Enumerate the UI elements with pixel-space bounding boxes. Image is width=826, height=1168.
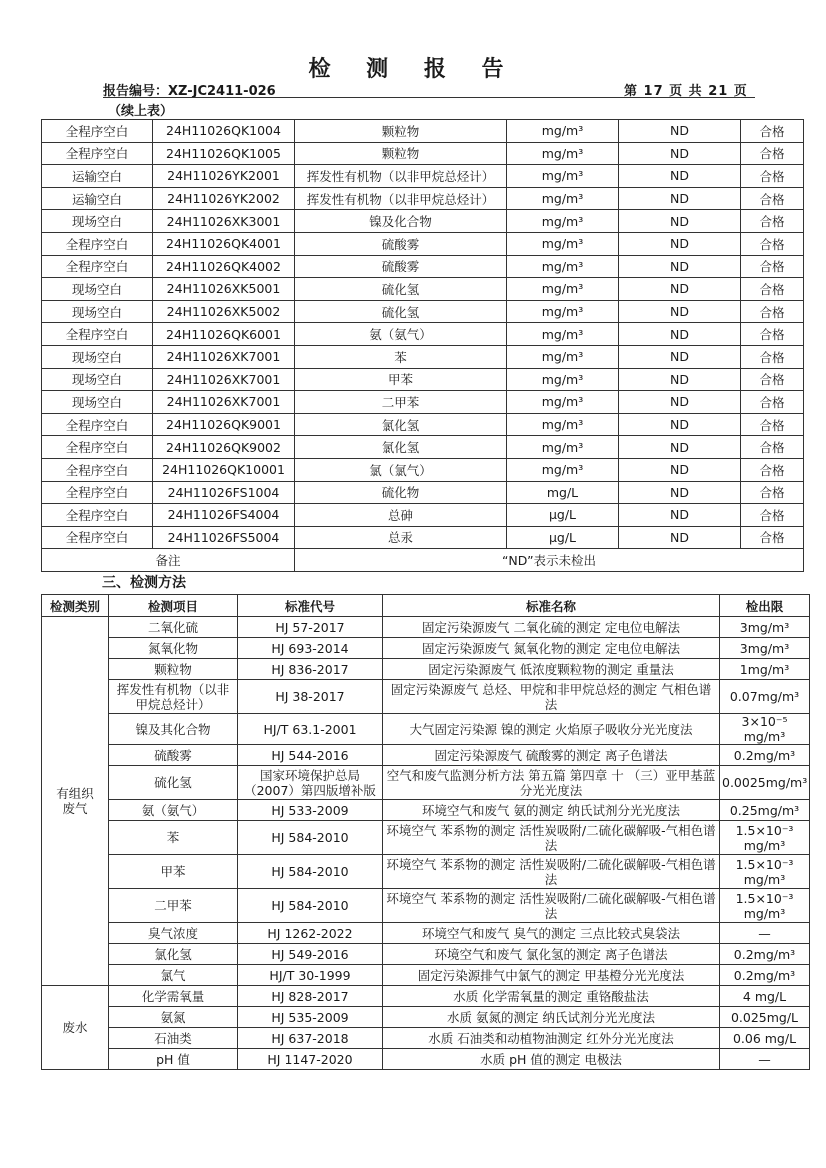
cell-item: 硫酸雾: [295, 232, 507, 255]
cell-name: 固定污染源废气 氮氧化物的测定 定电位电解法: [383, 638, 720, 659]
cell-item: 二甲苯: [295, 391, 507, 414]
table-row: [42, 1007, 810, 1028]
table-row: [42, 210, 804, 233]
cell-judge: 合格: [741, 323, 804, 346]
cell-name: 固定污染源废气 总烃、甲烷和非甲烷总烃的测定 气相色谱法: [383, 680, 720, 714]
cell-item: 臭气浓度: [109, 923, 238, 944]
cell-judge: 合格: [741, 368, 804, 391]
cell-code: HJ 584-2010: [238, 855, 383, 889]
report-title-main: 检 测 报 告: [308, 56, 518, 82]
cell-name: 固定污染源废气 低浓度颗粒物的测定 重量法: [383, 659, 720, 680]
table-row: [42, 766, 810, 800]
table-row: [42, 745, 810, 766]
cell-judge: 合格: [741, 345, 804, 368]
cell-type: 全程序空白: [42, 481, 153, 504]
table-row: [42, 504, 804, 527]
cell-unit: mg/m³: [507, 187, 619, 210]
table-row: [42, 278, 804, 301]
cell-result: ND: [619, 300, 741, 323]
cell-judge: 合格: [741, 232, 804, 255]
note-text: “ND”表示未检出: [295, 549, 804, 572]
cell-item: 硫酸雾: [295, 255, 507, 278]
cell-result: ND: [619, 458, 741, 481]
cell-code: HJ 1262-2022: [238, 923, 383, 944]
table-row: [42, 526, 804, 549]
cell-item: 化学需氧量: [109, 986, 238, 1007]
cell-item: 石油类: [109, 1028, 238, 1049]
cell-name: 固定污染源排气中氯气的测定 甲基橙分光光度法: [383, 965, 720, 986]
table-row: [42, 323, 804, 346]
cell-code: HJ 584-2010: [238, 821, 383, 855]
cell-unit: mg/m³: [507, 300, 619, 323]
cell-type: 现场空白: [42, 391, 153, 414]
cell-type: 现场空白: [42, 300, 153, 323]
table-row: [42, 1028, 810, 1049]
cell-type: 全程序空白: [42, 526, 153, 549]
cell-code: 24H11026FS5004: [153, 526, 295, 549]
category-water: 废水: [42, 986, 109, 1070]
table-row: [42, 368, 804, 391]
cell-limit: 0.25mg/m³: [720, 800, 810, 821]
cell-code: 24H11026FS1004: [153, 481, 295, 504]
cell-result: ND: [619, 413, 741, 436]
cell-code: HJ/T 63.1-2001: [238, 714, 383, 745]
cell-item: 挥发性有机物（以非甲烷总烃计）: [109, 680, 238, 714]
cell-item: 镍及化合物: [295, 210, 507, 233]
note-label: 备注: [42, 549, 295, 572]
cell-unit: mg/m³: [507, 120, 619, 143]
note-row: [42, 549, 804, 572]
cell-unit: mg/m³: [507, 413, 619, 436]
table-row: [42, 345, 804, 368]
cell-item: 颗粒物: [109, 659, 238, 680]
cell-result: ND: [619, 278, 741, 301]
cell-item: 苯: [295, 345, 507, 368]
section-title: 三、检测方法: [102, 575, 186, 591]
cell-code: 24H11026YK2002: [153, 187, 295, 210]
cell-type: 全程序空白: [42, 413, 153, 436]
cell-judge: 合格: [741, 255, 804, 278]
cell-code: 国家环境保护总局（2007）第四版增补版: [238, 766, 383, 800]
header-code: 标准代号: [238, 595, 383, 617]
cell-item: 硫化氢: [295, 300, 507, 323]
cell-type: 全程序空白: [42, 504, 153, 527]
cell-name: 大气固定污染源 镍的测定 火焰原子吸收分光光度法: [383, 714, 720, 745]
cell-type: 全程序空白: [42, 120, 153, 143]
header-name: 标准名称: [383, 595, 720, 617]
cell-name: 环境空气和废气 氨的测定 纳氏试剂分光光度法: [383, 800, 720, 821]
cell-code: HJ 38-2017: [238, 680, 383, 714]
cell-code: HJ 57-2017: [238, 617, 383, 638]
cell-item: 挥发性有机物（以非甲烷总烃计）: [295, 165, 507, 188]
cell-judge: 合格: [741, 413, 804, 436]
cell-result: ND: [619, 323, 741, 346]
table-row: [42, 391, 804, 414]
cell-name: 水质 氨氮的测定 纳氏试剂分光光度法: [383, 1007, 720, 1028]
cell-item: 总汞: [295, 526, 507, 549]
cell-limit: 3mg/m³: [720, 638, 810, 659]
cell-item: pH 值: [109, 1049, 238, 1070]
cell-item: 甲苯: [295, 368, 507, 391]
cell-code: HJ 535-2009: [238, 1007, 383, 1028]
report-number: 报告编号：XZ-JC2411-026: [103, 84, 276, 99]
cell-limit: 4 mg/L: [720, 986, 810, 1007]
cell-type: 现场空白: [42, 368, 153, 391]
table-row: [42, 800, 810, 821]
table-row: [42, 481, 804, 504]
table-row: [42, 458, 804, 481]
cell-item: 挥发性有机物（以非甲烷总烃计）: [295, 187, 507, 210]
cell-result: ND: [619, 210, 741, 233]
cell-code: 24H11026QK4001: [153, 232, 295, 255]
cell-item: 氯化氢: [109, 944, 238, 965]
cell-judge: 合格: [741, 120, 804, 143]
table-row: [42, 659, 810, 680]
cell-item: 总砷: [295, 504, 507, 527]
cell-judge: 合格: [741, 300, 804, 323]
table-row: [42, 965, 810, 986]
cell-item: 镍及其化合物: [109, 714, 238, 745]
table-row: [42, 255, 804, 278]
cell-code: 24H11026QK9001: [153, 413, 295, 436]
cell-code: HJ/T 30-1999: [238, 965, 383, 986]
cell-name: 环境空气和废气 臭气的测定 三点比较式臭袋法: [383, 923, 720, 944]
methods-table: [41, 594, 810, 1070]
cell-judge: 合格: [741, 526, 804, 549]
cell-name: 空气和废气监测分析方法 第五篇 第四章 十 （三）亚甲基蓝分光光度法: [383, 766, 720, 800]
cell-item: 氯（氯气）: [295, 458, 507, 481]
cell-name: 固定污染源废气 硫酸雾的测定 离子色谱法: [383, 745, 720, 766]
cell-limit: 3×10⁻⁵ mg/m³: [720, 714, 810, 745]
cell-result: ND: [619, 165, 741, 188]
table-row: [42, 680, 810, 714]
cell-judge: 合格: [741, 165, 804, 188]
header-limit: 检出限: [720, 595, 810, 617]
cell-limit: —: [720, 923, 810, 944]
cell-unit: μg/L: [507, 504, 619, 527]
cell-item: 硫化氢: [109, 766, 238, 800]
cell-code: 24H11026QK1004: [153, 120, 295, 143]
table-row: [42, 714, 810, 745]
table-row: [42, 436, 804, 459]
table-row: [42, 944, 810, 965]
cell-type: 全程序空白: [42, 436, 153, 459]
cell-code: HJ 549-2016: [238, 944, 383, 965]
table-row: [42, 142, 804, 165]
cell-result: ND: [619, 368, 741, 391]
cell-unit: mg/m³: [507, 165, 619, 188]
table-row: [42, 1049, 810, 1070]
cell-item: 颗粒物: [295, 120, 507, 143]
cell-code: 24H11026XK5002: [153, 300, 295, 323]
cell-result: ND: [619, 142, 741, 165]
cell-judge: 合格: [741, 481, 804, 504]
cell-item: 硫酸雾: [109, 745, 238, 766]
cell-item: 二甲苯: [109, 889, 238, 923]
table-row: [42, 232, 804, 255]
cell-judge: 合格: [741, 504, 804, 527]
header-item: 检测项目: [109, 595, 238, 617]
cell-item: 氯化氢: [295, 413, 507, 436]
cell-item: 氨（氨气）: [109, 800, 238, 821]
blank-samples-table: [41, 119, 804, 572]
cell-type: 全程序空白: [42, 232, 153, 255]
cell-result: ND: [619, 345, 741, 368]
table-row: [42, 165, 804, 188]
cell-code: 24H11026XK7001: [153, 391, 295, 414]
cell-limit: 1.5×10⁻³ mg/m³: [720, 855, 810, 889]
table-row: [42, 638, 810, 659]
header-category: 检测类别: [42, 595, 109, 617]
cell-name: 水质 pH 值的测定 电极法: [383, 1049, 720, 1070]
table-row: [42, 120, 804, 143]
cell-code: 24H11026QK9002: [153, 436, 295, 459]
report-title: [0, 52, 826, 83]
cell-code: HJ 1147-2020: [238, 1049, 383, 1070]
cell-name: 环境空气 苯系物的测定 活性炭吸附/二硫化碳解吸-气相色谱法: [383, 821, 720, 855]
cell-name: 水质 化学需氧量的测定 重铬酸盐法: [383, 986, 720, 1007]
cell-item: 硫化氢: [295, 278, 507, 301]
cell-item: 氮氧化物: [109, 638, 238, 659]
cell-limit: 1.5×10⁻³ mg/m³: [720, 889, 810, 923]
cell-type: 全程序空白: [42, 323, 153, 346]
cell-limit: 0.07mg/m³: [720, 680, 810, 714]
cell-judge: 合格: [741, 436, 804, 459]
cell-code: 24H11026YK2001: [153, 165, 295, 188]
cell-unit: mg/m³: [507, 368, 619, 391]
table-row: [42, 889, 810, 923]
continued-label: （续上表）: [108, 104, 174, 119]
cell-type: 全程序空白: [42, 142, 153, 165]
cell-limit: 0.2mg/m³: [720, 965, 810, 986]
cell-code: HJ 637-2018: [238, 1028, 383, 1049]
cell-limit: 0.2mg/m³: [720, 745, 810, 766]
table-row: [42, 617, 810, 638]
cell-limit: 0.2mg/m³: [720, 944, 810, 965]
cell-judge: 合格: [741, 187, 804, 210]
cell-limit: 3mg/m³: [720, 617, 810, 638]
cell-unit: mg/m³: [507, 345, 619, 368]
cell-limit: 1.5×10⁻³ mg/m³: [720, 821, 810, 855]
cell-limit: 0.06 mg/L: [720, 1028, 810, 1049]
cell-code: 24H11026XK3001: [153, 210, 295, 233]
cell-name: 环境空气和废气 氯化氢的测定 离子色谱法: [383, 944, 720, 965]
cell-type: 现场空白: [42, 210, 153, 233]
cell-unit: μg/L: [507, 526, 619, 549]
cell-judge: 合格: [741, 391, 804, 414]
cell-unit: mg/m³: [507, 278, 619, 301]
cell-code: 24H11026FS4004: [153, 504, 295, 527]
cell-unit: mg/L: [507, 481, 619, 504]
cell-code: 24H11026QK6001: [153, 323, 295, 346]
category-gas: 有组织 废气: [42, 617, 109, 986]
cell-code: HJ 544-2016: [238, 745, 383, 766]
cell-judge: 合格: [741, 278, 804, 301]
cell-type: 运输空白: [42, 187, 153, 210]
header-divider: [103, 97, 755, 98]
cell-result: ND: [619, 436, 741, 459]
cell-unit: mg/m³: [507, 210, 619, 233]
cell-code: HJ 584-2010: [238, 889, 383, 923]
cell-item: 甲苯: [109, 855, 238, 889]
cell-limit: —: [720, 1049, 810, 1070]
cell-type: 全程序空白: [42, 458, 153, 481]
cell-name: 环境空气 苯系物的测定 活性炭吸附/二硫化碳解吸-气相色谱法: [383, 855, 720, 889]
cell-name: 水质 石油类和动植物油测定 红外分光光度法: [383, 1028, 720, 1049]
methods-header-row: [42, 595, 810, 617]
cell-code: 24H11026XK7001: [153, 368, 295, 391]
cell-name: 环境空气 苯系物的测定 活性炭吸附/二硫化碳解吸-气相色谱法: [383, 889, 720, 923]
cell-result: ND: [619, 255, 741, 278]
table-row: [42, 300, 804, 323]
cell-code: HJ 533-2009: [238, 800, 383, 821]
cell-unit: mg/m³: [507, 142, 619, 165]
cell-result: ND: [619, 526, 741, 549]
cell-item: 氨氮: [109, 1007, 238, 1028]
cell-item: 苯: [109, 821, 238, 855]
cell-result: ND: [619, 391, 741, 414]
cell-type: 全程序空白: [42, 255, 153, 278]
cell-code: 24H11026QK1005: [153, 142, 295, 165]
page-info: 第 17 页 共 21 页: [624, 84, 748, 99]
cell-item: 氯气: [109, 965, 238, 986]
cell-judge: 合格: [741, 210, 804, 233]
cell-limit: 0.0025mg/m³: [720, 766, 810, 800]
cell-result: ND: [619, 120, 741, 143]
cell-item: 硫化物: [295, 481, 507, 504]
table-row: [42, 923, 810, 944]
cell-code: HJ 836-2017: [238, 659, 383, 680]
cell-judge: 合格: [741, 142, 804, 165]
cell-code: 24H11026QK10001: [153, 458, 295, 481]
cell-item: 二氧化硫: [109, 617, 238, 638]
cell-item: 氨（氨气）: [295, 323, 507, 346]
cell-result: ND: [619, 481, 741, 504]
cell-unit: mg/m³: [507, 458, 619, 481]
table-row: [42, 855, 810, 889]
cell-type: 现场空白: [42, 278, 153, 301]
cell-unit: mg/m³: [507, 255, 619, 278]
cell-unit: mg/m³: [507, 323, 619, 346]
cell-code: HJ 828-2017: [238, 986, 383, 1007]
cell-item: 氯化氢: [295, 436, 507, 459]
cell-item: 颗粒物: [295, 142, 507, 165]
cell-result: ND: [619, 187, 741, 210]
cell-code: 24H11026XK7001: [153, 345, 295, 368]
cell-type: 现场空白: [42, 345, 153, 368]
table-row: [42, 187, 804, 210]
table-row: [42, 413, 804, 436]
cell-result: ND: [619, 504, 741, 527]
cell-unit: mg/m³: [507, 391, 619, 414]
table-row: [42, 821, 810, 855]
cell-name: 固定污染源废气 二氧化硫的测定 定电位电解法: [383, 617, 720, 638]
cell-type: 运输空白: [42, 165, 153, 188]
cell-limit: 0.025mg/L: [720, 1007, 810, 1028]
cell-unit: mg/m³: [507, 436, 619, 459]
cell-code: 24H11026XK5001: [153, 278, 295, 301]
cell-limit: 1mg/m³: [720, 659, 810, 680]
cell-code: 24H11026QK4002: [153, 255, 295, 278]
cell-judge: 合格: [741, 458, 804, 481]
cell-code: HJ 693-2014: [238, 638, 383, 659]
table-row: [42, 986, 810, 1007]
cell-unit: mg/m³: [507, 232, 619, 255]
cell-result: ND: [619, 232, 741, 255]
